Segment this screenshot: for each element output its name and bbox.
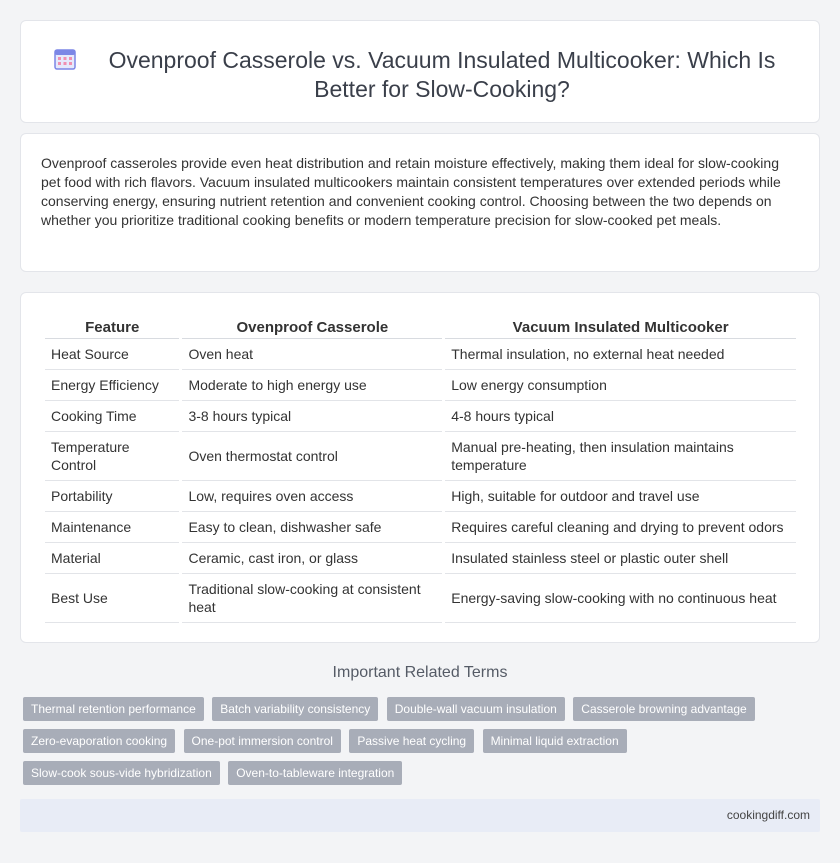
related-terms-list: [23, 697, 783, 793]
casserole-cell: Easy to clean, dishwasher safe: [182, 512, 442, 543]
feature-cell: Energy Efficiency: [45, 370, 179, 401]
casserole-cell: 3-8 hours typical: [182, 401, 442, 432]
related-term-tag[interactable]: One-pot immersion control: [184, 729, 341, 753]
table-row: [45, 574, 796, 623]
feature-cell: Best Use: [45, 574, 179, 623]
related-term-tag[interactable]: Oven-to-tableware integration: [228, 761, 402, 785]
comparison-card: [20, 292, 820, 643]
related-terms-heading: Important Related Terms: [332, 664, 508, 681]
title-card: [20, 20, 820, 123]
table-row: [45, 481, 796, 512]
intro-paragraph: Ovenproof casseroles provide even heat distribution and retain moisture effectively, making them ideal for slow-cooking pet food with rich flavors. Vacuum insulated multicookers maintain consistent temperatures over extended periods while conserving energy, ensuring nutrient retention and convenient cooking control. Choosing between the two depends on whether you prioritize traditional cooking benefits or modern temperature precision for slow-cooked pet meals.: [41, 155, 781, 228]
multicooker-cell: 4-8 hours typical: [445, 401, 796, 432]
header-vacuum-multicooker: Vacuum Insulated Multicooker: [445, 315, 796, 339]
casserole-cell: Oven thermostat control: [182, 432, 442, 481]
related-term-tag[interactable]: Batch variability consistency: [212, 697, 378, 721]
footer-site-link[interactable]: cookingdiff.com: [726, 808, 810, 822]
multicooker-cell: High, suitable for outdoor and travel use: [445, 481, 796, 512]
casserole-cell: Low, requires oven access: [182, 481, 442, 512]
casserole-cell: Moderate to high energy use: [182, 370, 442, 401]
multicooker-cell: Thermal insulation, no external heat needed: [445, 339, 796, 370]
related-term-tag[interactable]: Zero-evaporation cooking: [23, 729, 175, 753]
related-term-tag[interactable]: Slow-cook sous-vide hybridization: [23, 761, 220, 785]
feature-cell: Cooking Time: [45, 401, 179, 432]
multicooker-cell: Energy-saving slow-cooking with no continuous heat: [445, 574, 796, 623]
multicooker-cell: Low energy consumption: [445, 370, 796, 401]
table-row: [45, 432, 796, 481]
comparison-table: [42, 315, 799, 623]
intro-card: [20, 133, 820, 272]
multicooker-cell: Manual pre-heating, then insulation maintains temperature: [445, 432, 796, 481]
table-row: [45, 543, 796, 574]
table-row: [45, 370, 796, 401]
casserole-cell: Traditional slow-cooking at consistent heat: [182, 574, 442, 623]
related-term-tag[interactable]: Minimal liquid extraction: [483, 729, 627, 753]
related-term-tag[interactable]: Thermal retention performance: [23, 697, 204, 721]
table-header-row: [45, 315, 796, 339]
multicooker-cell: Insulated stainless steel or plastic outer shell: [445, 543, 796, 574]
header-ovenproof-casserole: Ovenproof Casserole: [182, 315, 442, 339]
casserole-cell: Ceramic, cast iron, or glass: [182, 543, 442, 574]
casserole-cell: Oven heat: [182, 339, 442, 370]
feature-cell: Temperature Control: [45, 432, 179, 481]
feature-cell: Portability: [45, 481, 179, 512]
multicooker-cell: Requires careful cleaning and drying to prevent odors: [445, 512, 796, 543]
feature-cell: Heat Source: [45, 339, 179, 370]
related-term-tag[interactable]: Passive heat cycling: [349, 729, 474, 753]
table-row: [45, 401, 796, 432]
footer-bar: [20, 799, 820, 832]
page-title: Ovenproof Casserole vs. Vacuum Insulated Multicooker: Which Is Better for Slow-Cooking?: [108, 47, 776, 102]
related-term-tag[interactable]: Casserole browning advantage: [573, 697, 754, 721]
table-row: [45, 339, 796, 370]
feature-cell: Material: [45, 543, 179, 574]
header-feature: Feature: [45, 315, 179, 339]
related-term-tag[interactable]: Double-wall vacuum insulation: [387, 697, 565, 721]
feature-cell: Maintenance: [45, 512, 179, 543]
table-row: [45, 512, 796, 543]
